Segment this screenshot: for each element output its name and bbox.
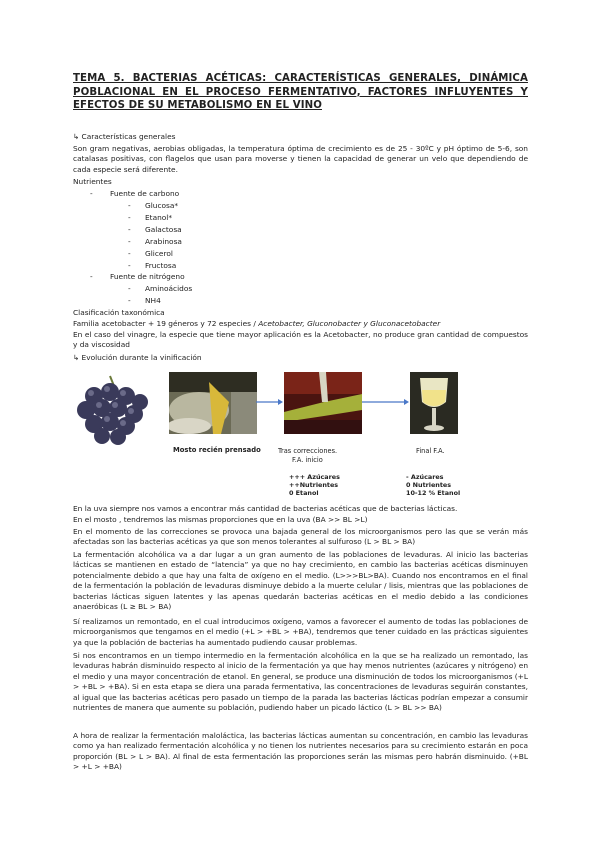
wine-glass-image bbox=[410, 372, 458, 434]
carbono-label: Fuente de carbono bbox=[110, 189, 180, 198]
list-item: NH4 bbox=[145, 296, 161, 305]
clasificacion-label: Clasificación taxonómica bbox=[73, 308, 165, 317]
list-item: Glicerol bbox=[145, 249, 173, 258]
paragraph: En el momento de las correcciones se provoca una bajada general de los microorganismos pero las que se verán más afectadas son las bacterias acéticas ya que son menos tolerantes al sulfuroso (L > BL > BA) bbox=[73, 527, 528, 547]
caption-fa-inicio: F.A. inicio bbox=[292, 456, 323, 464]
tras-line: ++Nutrientes bbox=[289, 481, 339, 489]
list-dash: - bbox=[128, 249, 131, 258]
list-dash: - bbox=[128, 237, 131, 246]
paragraph: A hora de realizar la fermentación maloláctica, las bacterias lácticas aumentan su concentración, en cambio las levaduras como ya han realizado fermentación alcohólica y no tienen los nutrientes necesarios para su crecimiento estarán en poca proporción (BL > L > BA). Al final de esta fermentación las proporciones serán las mismas pero habrán disminuido. (+BL > +L > +BA) bbox=[73, 731, 528, 772]
paragraph: Sí realizamos un remontado, en el cual introducimos oxígeno, vamos a favorecer el aumento de todas las poblaciones de microorganismos que tengamos en el medio (+L > +BL > +BA), tendremos que tener cuidado en las prácticas siguientes ya que la población de bacterias ha aumentado pudiendo causar problemas. bbox=[73, 617, 528, 647]
list-item: Aminoácidos bbox=[145, 284, 193, 293]
familia-line bbox=[73, 319, 440, 329]
caption-mosto: Mosto recién prensado bbox=[173, 446, 261, 454]
tras-line: 0 Etanol bbox=[289, 489, 319, 497]
bullet-dash: - bbox=[90, 189, 93, 198]
section-heading-evolucion: ↳ Evolución durante la vinificación bbox=[73, 353, 202, 362]
arrow-icon bbox=[256, 398, 284, 406]
list-dash: - bbox=[128, 296, 131, 305]
list-item: Galactosa bbox=[145, 225, 182, 234]
caption-tras: Tras correcciones. bbox=[278, 447, 338, 455]
paragraph: Si nos encontramos en un tiempo intermedio en la fermentación alcohólica en la que se ha realizado un remontado, las levaduras habrán disminuido respecto al inicio de la fermentación ya que hay menos nutrientes (azúcares y nitrógeno) en el medio y una mayor concentración de etanol. En general, se produce una disminución de todos los microorganismos (+L > +BL > +BA). Si en esta etapa se diera una parada fermentativa, las concentraciones de levaduras seguirán constantes, al igual que las bacterias acéticas pero pasado un tiempo de la parada las bacterias lácticas podrían empezar a consumir nutrientes de manera que aumente su población, pudiendo haber un picado láctico (L > BL >> BA) bbox=[73, 651, 528, 713]
bullet-dash: - bbox=[90, 272, 93, 281]
list-dash: - bbox=[128, 261, 131, 270]
tras-line: +++ Azúcares bbox=[289, 473, 340, 481]
grapes-image bbox=[72, 372, 152, 447]
familia-genera: Acetobacter, Gluconobacter y Gluconacetobacter bbox=[258, 319, 441, 328]
list-dash: - bbox=[128, 284, 131, 293]
paragraph: La fermentación alcohólica va a dar lugar a un gran aumento de las poblaciones de levaduras. Al inicio las bacterias lácticas se mantienen en estado de “latencia” ya que no hay crecimiento, en cambio las bacterias acéticas disminuyen potencialmente debido a que hay una falta de oxígeno en el medio. (L>>>BL>BA). Cuando nos encontramos en el final de la fermentación la población de levaduras disminuye debido a la muerte celular / lisis, mientras que las poblaciones de bacterias lácticas siguen latentes y las apenas quedarán bacterias acéticas en el medio debido a las condiciones anaeróbicas (L ≥ BL > BA) bbox=[73, 550, 528, 612]
paragraph: En el mosto , tendremos las mismas proporciones que en la uva (BA >> BL >L) bbox=[73, 515, 368, 524]
list-dash: - bbox=[128, 225, 131, 234]
list-item: Arabinosa bbox=[145, 237, 182, 246]
list-item: Fructosa bbox=[145, 261, 177, 270]
list-dash: - bbox=[128, 213, 131, 222]
final-line: 10-12 % Etanol bbox=[406, 489, 461, 497]
final-line: - Azúcares bbox=[406, 473, 444, 481]
page-title: TEMA 5. BACTERIAS ACÉTICAS: CARACTERÍSTICAS GENERALES, DINÁMICA POBLACIONAL EN EL PROCESO FERMENTATIVO, FACTORES INFLUYENTES Y EFECTOS DE SU METABOLISMO EN EL VINO bbox=[73, 73, 528, 111]
paragraph-caracteristicas: Son gram negativas, aerobias obligadas, la temperatura óptima de crecimiento es de 25 - 30ºC y pH óptimo de 5-6, son catalasas positivas, con flagelos que usan para moverse y tienen la capacidad de generar un velo que dependiendo de cada especie será diferente. bbox=[73, 144, 528, 174]
caption-final: Final F.A. bbox=[416, 447, 445, 455]
paragraph-vinagre: En el caso del vinagre, la especie que tiene mayor aplicación es la Acetobacter, no produce gran cantidad de compuestos y da viscosidad bbox=[73, 330, 528, 350]
must-pressing-image bbox=[169, 372, 257, 434]
section-heading-caracteristicas: ↳ Características generales bbox=[73, 132, 176, 141]
nitrogeno-label: Fuente de nitrógeno bbox=[110, 272, 185, 281]
arrow-icon bbox=[362, 398, 410, 406]
list-item: Glucosa* bbox=[145, 201, 179, 210]
corrections-image bbox=[284, 372, 362, 434]
paragraph: En la uva siempre nos vamos a encontrar más cantidad de bacterias acéticas que de bacterias lácticas. bbox=[73, 504, 458, 513]
list-dash: - bbox=[128, 201, 131, 210]
final-line: 0 Nutrientes bbox=[406, 481, 452, 489]
familia-text: Familia acetobacter + 19 géneros y 72 especies / bbox=[73, 319, 259, 328]
nutrientes-label: Nutrientes bbox=[73, 177, 112, 186]
list-item: Etanol* bbox=[145, 213, 173, 222]
